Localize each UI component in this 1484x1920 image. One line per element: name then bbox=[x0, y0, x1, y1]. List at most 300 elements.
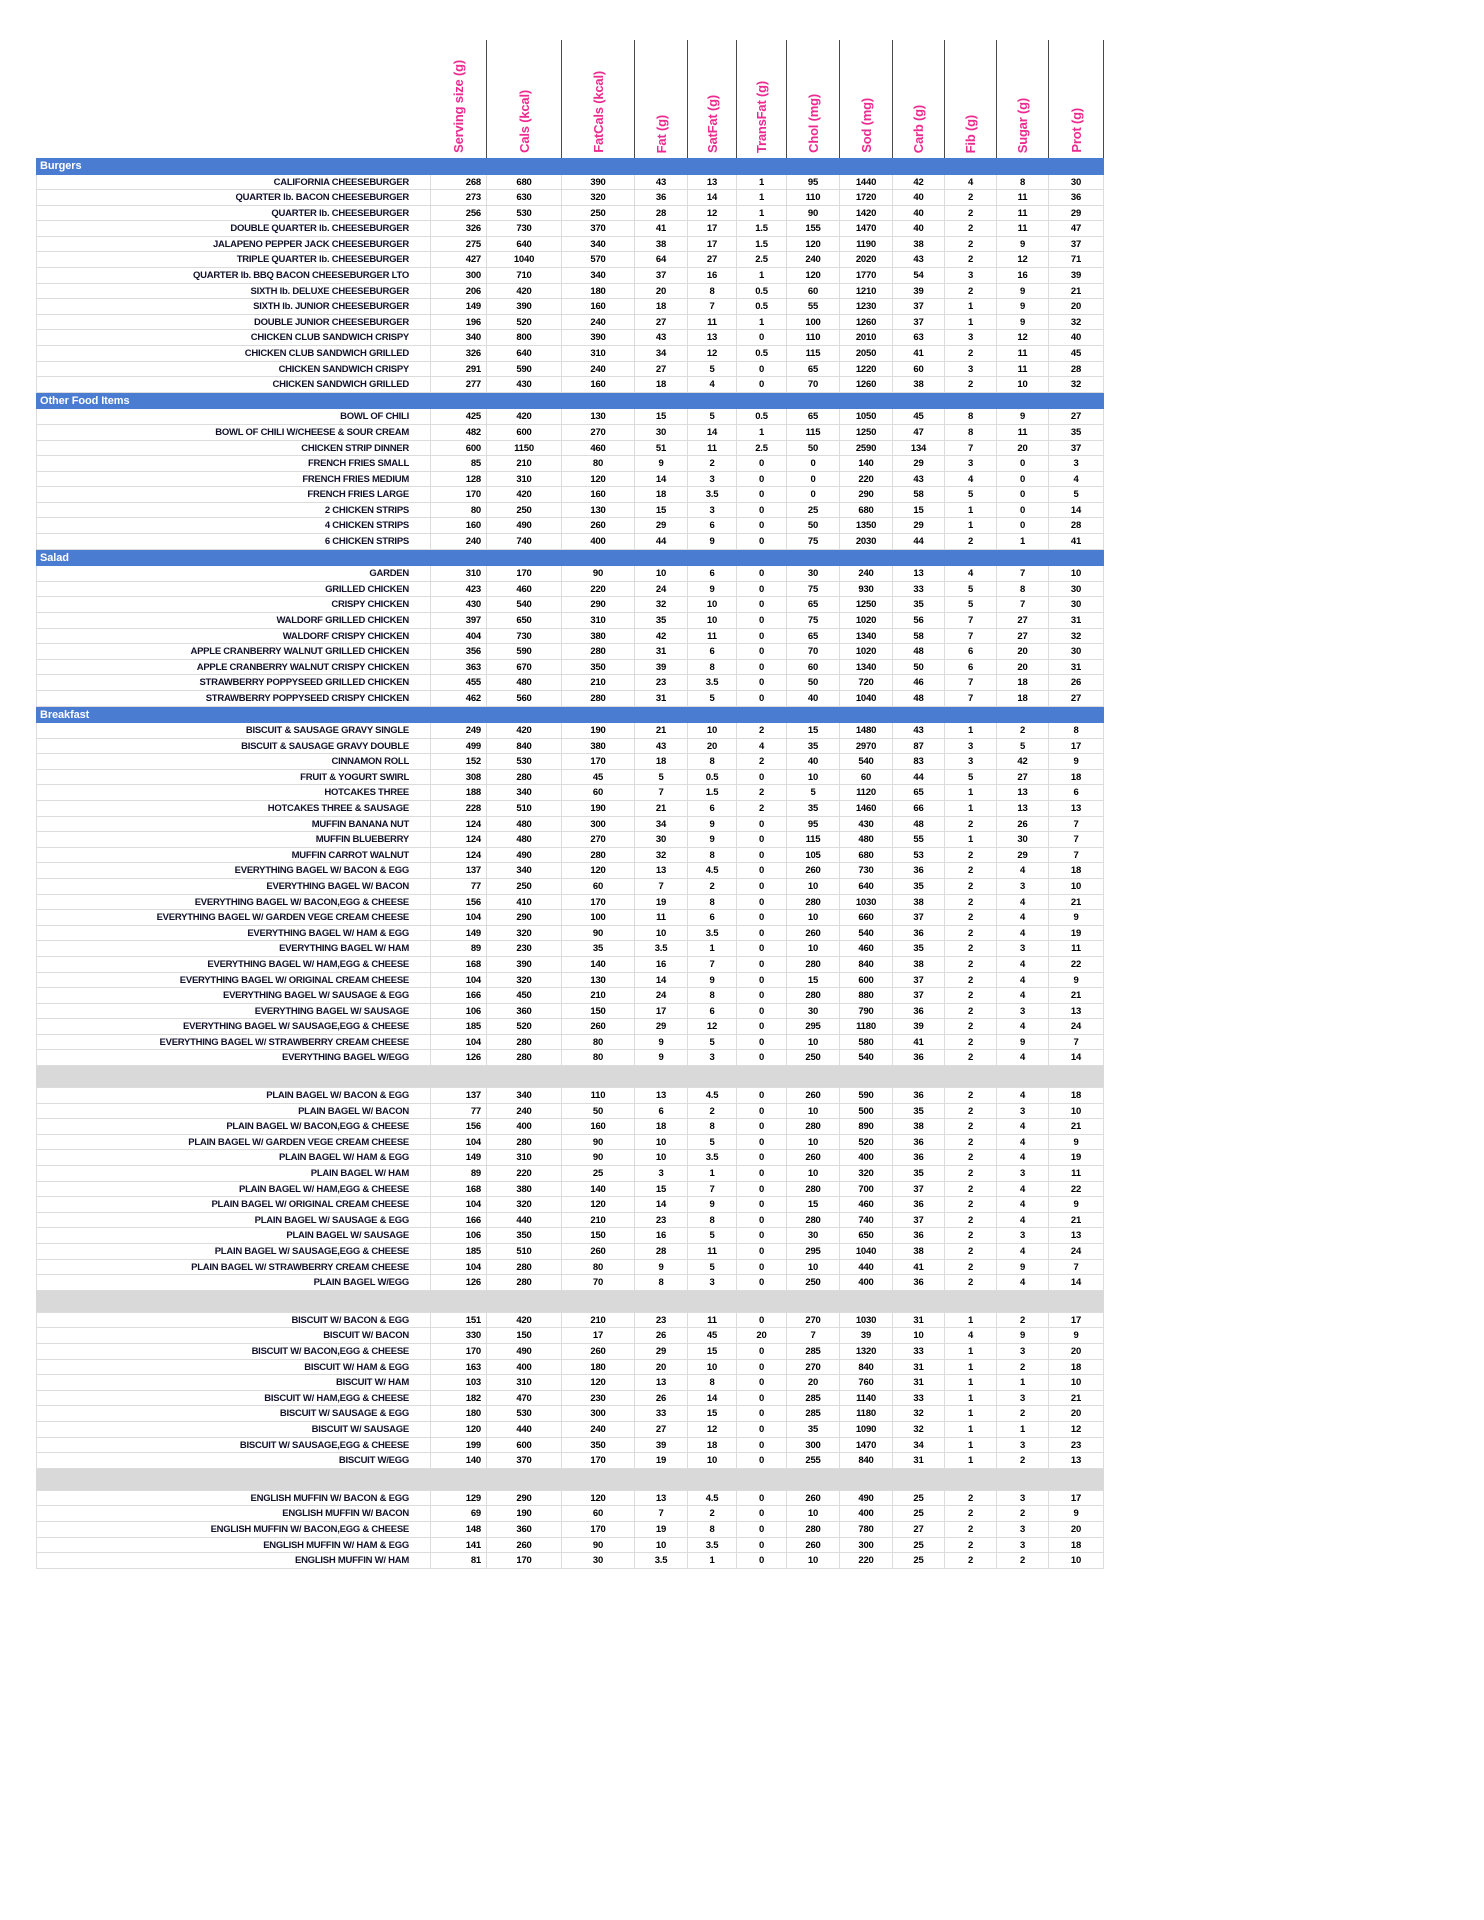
value-cell: 50 bbox=[893, 660, 945, 676]
item-name: SIXTH lb. JUNIOR CHEESEBURGER bbox=[36, 299, 431, 315]
value-cell: 5 bbox=[787, 785, 840, 801]
value-cell: 0 bbox=[737, 879, 787, 895]
value-cell: 11 bbox=[997, 206, 1049, 222]
value-cell: 520 bbox=[840, 1135, 893, 1151]
value-cell: 255 bbox=[787, 1453, 840, 1469]
value-cell: 440 bbox=[487, 1422, 562, 1438]
value-cell: 2 bbox=[945, 1182, 997, 1198]
value-cell: 17 bbox=[1049, 739, 1104, 755]
value-cell: 29 bbox=[635, 1344, 688, 1360]
value-cell: 20 bbox=[635, 284, 688, 300]
value-cell: 60 bbox=[840, 770, 893, 786]
value-cell: 170 bbox=[562, 754, 635, 770]
value-cell: 90 bbox=[562, 1135, 635, 1151]
value-cell: 40 bbox=[893, 190, 945, 206]
value-cell: 21 bbox=[1049, 1213, 1104, 1229]
value-cell: 3 bbox=[997, 879, 1049, 895]
column-header-label: Cals (kcal) bbox=[516, 90, 532, 153]
value-cell: 7 bbox=[945, 441, 997, 457]
value-cell: 35 bbox=[635, 613, 688, 629]
value-cell: 310 bbox=[487, 472, 562, 488]
value-cell: 13 bbox=[1049, 1228, 1104, 1244]
value-cell: 0 bbox=[737, 817, 787, 833]
value-cell: 14 bbox=[635, 973, 688, 989]
value-cell: 470 bbox=[487, 1391, 562, 1407]
value-cell: 40 bbox=[893, 221, 945, 237]
table-row bbox=[36, 1538, 1104, 1554]
value-cell: 128 bbox=[431, 472, 487, 488]
value-cell: 260 bbox=[562, 1344, 635, 1360]
table-row bbox=[36, 1375, 1104, 1391]
item-name: STRAWBERRY POPPYSEED CRISPY CHICKEN bbox=[36, 691, 431, 707]
value-cell: 420 bbox=[487, 1313, 562, 1329]
value-cell: 6 bbox=[688, 801, 737, 817]
value-cell: 37 bbox=[1049, 441, 1104, 457]
value-cell: 140 bbox=[562, 1182, 635, 1198]
value-cell: 39 bbox=[635, 660, 688, 676]
value-cell: 168 bbox=[431, 1182, 487, 1198]
value-cell: 4 bbox=[997, 1182, 1049, 1198]
value-cell: 5 bbox=[688, 1228, 737, 1244]
value-cell: 10 bbox=[787, 1035, 840, 1051]
value-cell: 15 bbox=[688, 1406, 737, 1422]
value-cell: 7 bbox=[997, 566, 1049, 582]
value-cell: 11 bbox=[997, 425, 1049, 441]
value-cell: 11 bbox=[688, 629, 737, 645]
value-cell: 0 bbox=[787, 487, 840, 503]
value-cell: 47 bbox=[893, 425, 945, 441]
value-cell: 250 bbox=[562, 206, 635, 222]
value-cell: 30 bbox=[787, 1228, 840, 1244]
value-cell: 140 bbox=[562, 957, 635, 973]
table-row bbox=[36, 503, 1104, 519]
value-cell: 36 bbox=[893, 1150, 945, 1166]
value-cell: 1 bbox=[997, 534, 1049, 550]
value-cell: 166 bbox=[431, 1213, 487, 1229]
value-cell: 48 bbox=[893, 817, 945, 833]
item-name: QUARTER lb. CHEESEBURGER bbox=[36, 206, 431, 222]
value-cell: 390 bbox=[487, 957, 562, 973]
value-cell: 1 bbox=[945, 1453, 997, 1469]
value-cell: 0 bbox=[737, 895, 787, 911]
item-name: PLAIN BAGEL W/ HAM & EGG bbox=[36, 1150, 431, 1166]
value-cell: 36 bbox=[893, 1135, 945, 1151]
value-cell: 25 bbox=[893, 1538, 945, 1554]
value-cell: 2 bbox=[945, 879, 997, 895]
value-cell: 1 bbox=[945, 1391, 997, 1407]
value-cell: 1020 bbox=[840, 644, 893, 660]
value-cell: 1 bbox=[945, 785, 997, 801]
value-cell: 38 bbox=[635, 237, 688, 253]
value-cell: 280 bbox=[787, 988, 840, 1004]
value-cell: 26 bbox=[635, 1391, 688, 1407]
value-cell: 65 bbox=[787, 362, 840, 378]
column-header bbox=[997, 40, 1049, 158]
value-cell: 1.5 bbox=[688, 785, 737, 801]
value-cell: 210 bbox=[562, 675, 635, 691]
value-cell: 10 bbox=[635, 566, 688, 582]
value-cell: 3 bbox=[997, 1391, 1049, 1407]
value-cell: 3 bbox=[997, 1538, 1049, 1554]
item-name: JALAPENO PEPPER JACK CHEESEBURGER bbox=[36, 237, 431, 253]
value-cell: 0 bbox=[737, 1004, 787, 1020]
value-cell: 5 bbox=[945, 770, 997, 786]
value-cell: 280 bbox=[787, 1119, 840, 1135]
section-header: Other Food Items bbox=[36, 393, 1104, 410]
value-cell: 39 bbox=[893, 1019, 945, 1035]
value-cell: 11 bbox=[688, 315, 737, 331]
item-name: FRENCH FRIES LARGE bbox=[36, 487, 431, 503]
value-cell: 48 bbox=[893, 691, 945, 707]
value-cell: 650 bbox=[487, 613, 562, 629]
value-cell: 3 bbox=[997, 1004, 1049, 1020]
value-cell: 310 bbox=[431, 566, 487, 582]
value-cell: 18 bbox=[688, 1438, 737, 1454]
value-cell: 8 bbox=[688, 754, 737, 770]
table-row bbox=[36, 629, 1104, 645]
item-name: EVERYTHING BAGEL W/ HAM,EGG & CHEESE bbox=[36, 957, 431, 973]
value-cell: 31 bbox=[893, 1375, 945, 1391]
value-cell: 9 bbox=[997, 409, 1049, 425]
column-header bbox=[562, 40, 635, 158]
value-cell: 51 bbox=[635, 441, 688, 457]
value-cell: 260 bbox=[787, 1150, 840, 1166]
item-name: APPLE CRANBERRY WALNUT GRILLED CHICKEN bbox=[36, 644, 431, 660]
value-cell: 430 bbox=[840, 817, 893, 833]
value-cell: 8 bbox=[1049, 723, 1104, 739]
value-cell: 15 bbox=[893, 503, 945, 519]
value-cell: 0 bbox=[737, 988, 787, 1004]
value-cell: 37 bbox=[635, 268, 688, 284]
value-cell: 460 bbox=[562, 441, 635, 457]
column-header-label: Sod (mg) bbox=[858, 98, 874, 153]
value-cell: 1 bbox=[737, 206, 787, 222]
value-cell: 8 bbox=[997, 175, 1049, 191]
value-cell: 0 bbox=[737, 597, 787, 613]
value-cell: 290 bbox=[487, 1491, 562, 1507]
value-cell: 2 bbox=[945, 817, 997, 833]
value-cell: 7 bbox=[945, 675, 997, 691]
value-cell: 10 bbox=[1049, 879, 1104, 895]
value-cell: 63 bbox=[893, 330, 945, 346]
item-name: PLAIN BAGEL W/ SAUSAGE,EGG & CHEESE bbox=[36, 1244, 431, 1260]
value-cell: 170 bbox=[431, 1344, 487, 1360]
value-cell: 210 bbox=[562, 988, 635, 1004]
value-cell: 36 bbox=[893, 863, 945, 879]
value-cell: 1230 bbox=[840, 299, 893, 315]
value-cell: 3.5 bbox=[688, 1150, 737, 1166]
value-cell: 81 bbox=[431, 1553, 487, 1569]
value-cell: 30 bbox=[1049, 597, 1104, 613]
value-cell: 188 bbox=[431, 785, 487, 801]
value-cell: 7 bbox=[635, 1506, 688, 1522]
value-cell: 41 bbox=[1049, 534, 1104, 550]
table-row bbox=[36, 1453, 1104, 1469]
table-row bbox=[36, 362, 1104, 378]
table-row bbox=[36, 1004, 1104, 1020]
value-cell: 310 bbox=[562, 613, 635, 629]
value-cell: 190 bbox=[562, 801, 635, 817]
value-cell: 370 bbox=[562, 221, 635, 237]
value-cell: 2970 bbox=[840, 739, 893, 755]
table-row bbox=[36, 346, 1104, 362]
value-cell: 1 bbox=[688, 1166, 737, 1182]
value-cell: 1 bbox=[945, 1438, 997, 1454]
value-cell: 285 bbox=[787, 1344, 840, 1360]
value-cell: 168 bbox=[431, 957, 487, 973]
value-cell: 0 bbox=[787, 456, 840, 472]
value-cell: 5 bbox=[1049, 487, 1104, 503]
value-cell: 8 bbox=[688, 1213, 737, 1229]
value-cell: 210 bbox=[562, 1313, 635, 1329]
value-cell: 0 bbox=[737, 1150, 787, 1166]
item-name: CHICKEN CLUB SANDWICH GRILLED bbox=[36, 346, 431, 362]
item-name: PLAIN BAGEL W/ BACON bbox=[36, 1104, 431, 1120]
value-cell: 420 bbox=[487, 284, 562, 300]
value-cell: 14 bbox=[688, 425, 737, 441]
value-cell: 308 bbox=[431, 770, 487, 786]
item-name: QUARTER lb. BACON CHEESEBURGER bbox=[36, 190, 431, 206]
value-cell: 137 bbox=[431, 1088, 487, 1104]
value-cell: 130 bbox=[562, 973, 635, 989]
value-cell: 129 bbox=[431, 1491, 487, 1507]
value-cell: 4 bbox=[997, 1050, 1049, 1066]
value-cell: 9 bbox=[997, 1260, 1049, 1276]
value-cell: 560 bbox=[487, 691, 562, 707]
value-cell: 55 bbox=[893, 832, 945, 848]
value-cell: 6 bbox=[688, 1004, 737, 1020]
value-cell: 290 bbox=[562, 597, 635, 613]
value-cell: 6 bbox=[688, 644, 737, 660]
value-cell: 1140 bbox=[840, 1391, 893, 1407]
table-row bbox=[36, 1553, 1104, 1569]
value-cell: 11 bbox=[688, 1244, 737, 1260]
value-cell: 10 bbox=[1049, 566, 1104, 582]
value-cell: 0 bbox=[737, 1119, 787, 1135]
value-cell: 166 bbox=[431, 988, 487, 1004]
value-cell: 16 bbox=[997, 268, 1049, 284]
value-cell: 10 bbox=[787, 1260, 840, 1276]
value-cell: 28 bbox=[1049, 362, 1104, 378]
value-cell: 37 bbox=[893, 1213, 945, 1229]
value-cell: 2 bbox=[997, 1553, 1049, 1569]
value-cell: 1150 bbox=[487, 441, 562, 457]
value-cell: 43 bbox=[893, 723, 945, 739]
value-cell: 36 bbox=[893, 1275, 945, 1291]
value-cell: 380 bbox=[487, 1182, 562, 1198]
value-cell: 104 bbox=[431, 1260, 487, 1276]
value-cell: 2 bbox=[997, 1506, 1049, 1522]
value-cell: 10 bbox=[635, 1538, 688, 1554]
value-cell: 590 bbox=[840, 1088, 893, 1104]
value-cell: 8 bbox=[688, 1522, 737, 1538]
value-cell: 60 bbox=[562, 1506, 635, 1522]
table-row bbox=[36, 941, 1104, 957]
value-cell: 60 bbox=[562, 879, 635, 895]
value-cell: 7 bbox=[945, 613, 997, 629]
value-cell: 0 bbox=[737, 957, 787, 973]
value-cell: 2 bbox=[945, 1244, 997, 1260]
value-cell: 41 bbox=[893, 346, 945, 362]
value-cell: 1180 bbox=[840, 1019, 893, 1035]
value-cell: 0 bbox=[737, 1491, 787, 1507]
value-cell: 400 bbox=[840, 1275, 893, 1291]
value-cell: 0 bbox=[997, 472, 1049, 488]
value-cell: 32 bbox=[1049, 377, 1104, 393]
value-cell: 2 bbox=[997, 1313, 1049, 1329]
value-cell: 5 bbox=[688, 691, 737, 707]
value-cell: 4 bbox=[997, 926, 1049, 942]
value-cell: 43 bbox=[893, 472, 945, 488]
value-cell: 2 bbox=[945, 910, 997, 926]
value-cell: 124 bbox=[431, 832, 487, 848]
value-cell: 30 bbox=[787, 1004, 840, 1020]
table-row bbox=[36, 973, 1104, 989]
value-cell: 9 bbox=[997, 284, 1049, 300]
value-cell: 19 bbox=[635, 1453, 688, 1469]
value-cell: 10 bbox=[635, 1135, 688, 1151]
value-cell: 11 bbox=[635, 910, 688, 926]
value-cell: 17 bbox=[688, 221, 737, 237]
column-header-label: Sugar (g) bbox=[1015, 97, 1030, 153]
value-cell: 115 bbox=[787, 832, 840, 848]
column-header bbox=[893, 40, 945, 158]
value-cell: 100 bbox=[562, 910, 635, 926]
value-cell: 4 bbox=[997, 1088, 1049, 1104]
value-cell: 5 bbox=[688, 1135, 737, 1151]
value-cell: 31 bbox=[635, 691, 688, 707]
value-cell: 104 bbox=[431, 910, 487, 926]
item-name: FRENCH FRIES SMALL bbox=[36, 456, 431, 472]
item-name: TRIPLE QUARTER lb. CHEESEBURGER bbox=[36, 252, 431, 268]
value-cell: 65 bbox=[787, 629, 840, 645]
table-row bbox=[36, 441, 1104, 457]
value-cell: 260 bbox=[487, 1538, 562, 1554]
value-cell: 310 bbox=[562, 346, 635, 362]
value-cell: 710 bbox=[487, 268, 562, 284]
value-cell: 35 bbox=[893, 1166, 945, 1182]
value-cell: 480 bbox=[487, 817, 562, 833]
value-cell: 280 bbox=[787, 1522, 840, 1538]
value-cell: 15 bbox=[635, 409, 688, 425]
value-cell: 32 bbox=[893, 1406, 945, 1422]
table-row bbox=[36, 1313, 1104, 1329]
value-cell: 2 bbox=[737, 754, 787, 770]
value-cell: 240 bbox=[562, 1422, 635, 1438]
value-cell: 295 bbox=[787, 1244, 840, 1260]
value-cell: 4 bbox=[997, 863, 1049, 879]
value-cell: 35 bbox=[893, 879, 945, 895]
value-cell: 29 bbox=[1049, 206, 1104, 222]
value-cell: 10 bbox=[787, 941, 840, 957]
value-cell: 38 bbox=[893, 957, 945, 973]
value-cell: 14 bbox=[1049, 1275, 1104, 1291]
value-cell: 134 bbox=[893, 441, 945, 457]
value-cell: 27 bbox=[635, 362, 688, 378]
value-cell: 7 bbox=[635, 879, 688, 895]
value-cell: 2 bbox=[945, 1197, 997, 1213]
item-name: EVERYTHING BAGEL W/ SAUSAGE,EGG & CHEESE bbox=[36, 1019, 431, 1035]
value-cell: 0 bbox=[737, 1538, 787, 1554]
table-row bbox=[36, 456, 1104, 472]
value-cell: 35 bbox=[893, 941, 945, 957]
value-cell: 44 bbox=[635, 534, 688, 550]
value-cell: 58 bbox=[893, 629, 945, 645]
table-row bbox=[36, 957, 1104, 973]
value-cell: 0 bbox=[737, 1391, 787, 1407]
value-cell: 13 bbox=[635, 1088, 688, 1104]
value-cell: 3.5 bbox=[635, 941, 688, 957]
column-header-label: TransFat (g) bbox=[754, 81, 769, 153]
value-cell: 420 bbox=[487, 487, 562, 503]
value-cell: 30 bbox=[1049, 175, 1104, 191]
value-cell: 2 bbox=[945, 190, 997, 206]
value-cell: 36 bbox=[893, 1050, 945, 1066]
value-cell: 4.5 bbox=[688, 1491, 737, 1507]
value-cell: 250 bbox=[787, 1050, 840, 1066]
value-cell: 13 bbox=[893, 566, 945, 582]
value-cell: 3 bbox=[997, 1228, 1049, 1244]
value-cell: 2 bbox=[737, 801, 787, 817]
value-cell: 290 bbox=[840, 487, 893, 503]
value-cell: 0 bbox=[997, 487, 1049, 503]
value-cell: 1 bbox=[945, 1406, 997, 1422]
value-cell: 27 bbox=[635, 315, 688, 331]
value-cell: 43 bbox=[635, 330, 688, 346]
value-cell: 6 bbox=[688, 910, 737, 926]
value-cell: 397 bbox=[431, 613, 487, 629]
value-cell: 6 bbox=[945, 644, 997, 660]
table-row bbox=[36, 1088, 1104, 1104]
item-name: GARDEN bbox=[36, 566, 431, 582]
column-header bbox=[635, 40, 688, 158]
value-cell: 10 bbox=[893, 1328, 945, 1344]
table-row bbox=[36, 299, 1104, 315]
value-cell: 40 bbox=[1049, 330, 1104, 346]
value-cell: 160 bbox=[431, 518, 487, 534]
value-cell: 390 bbox=[562, 175, 635, 191]
value-cell: 120 bbox=[787, 268, 840, 284]
value-cell: 38 bbox=[893, 377, 945, 393]
value-cell: 0 bbox=[737, 1182, 787, 1198]
value-cell: 16 bbox=[688, 268, 737, 284]
value-cell: 3 bbox=[945, 362, 997, 378]
value-cell: 2 bbox=[945, 1275, 997, 1291]
value-cell: 1 bbox=[688, 1553, 737, 1569]
value-cell: 400 bbox=[840, 1506, 893, 1522]
value-cell: 326 bbox=[431, 346, 487, 362]
value-cell: 2 bbox=[997, 1360, 1049, 1376]
value-cell: 17 bbox=[635, 1004, 688, 1020]
column-header bbox=[787, 40, 840, 158]
value-cell: 420 bbox=[487, 723, 562, 739]
value-cell: 45 bbox=[1049, 346, 1104, 362]
value-cell: 56 bbox=[893, 613, 945, 629]
value-cell: 1720 bbox=[840, 190, 893, 206]
value-cell: 1 bbox=[945, 801, 997, 817]
value-cell: 9 bbox=[635, 1050, 688, 1066]
value-cell: 13 bbox=[997, 801, 1049, 817]
value-cell: 35 bbox=[893, 1104, 945, 1120]
value-cell: 15 bbox=[635, 1182, 688, 1198]
value-cell: 2 bbox=[945, 1491, 997, 1507]
value-cell: 0 bbox=[997, 503, 1049, 519]
value-cell: 13 bbox=[1049, 1004, 1104, 1020]
value-cell: 15 bbox=[688, 1344, 737, 1360]
value-cell: 90 bbox=[562, 566, 635, 582]
table-row bbox=[36, 377, 1104, 393]
value-cell: 280 bbox=[562, 691, 635, 707]
